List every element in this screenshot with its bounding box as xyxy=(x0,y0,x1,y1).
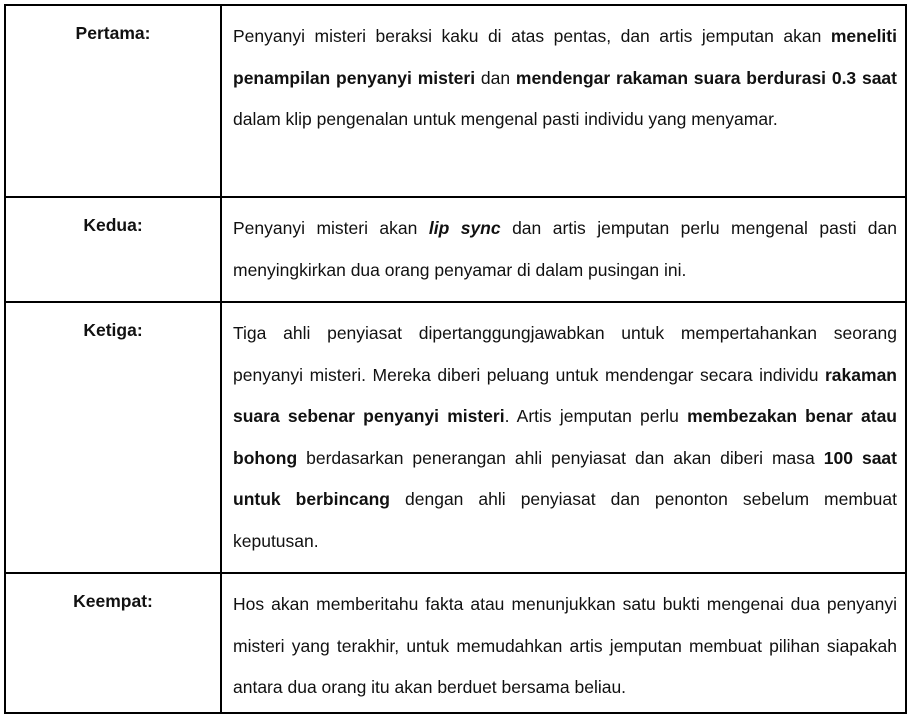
row-label: Kedua: xyxy=(6,198,222,303)
text-segment: dan artis jemputan perlu mengenal pasti dan menyingkirkan dua orang penyamar di dalam pusingan ini. xyxy=(233,218,897,280)
text-segment: dan xyxy=(475,67,516,88)
row-label: Ketiga: xyxy=(6,303,222,574)
bold-text: rakaman suara sebenar penyanyi misteri xyxy=(233,364,897,426)
row-label: Keempat: xyxy=(6,574,222,714)
row-description xyxy=(224,574,905,714)
bold-text: membezakan benar atau bohong xyxy=(233,406,897,468)
bold-text: meneliti penampilan penyanyi misteri xyxy=(233,26,897,88)
rounds-table xyxy=(4,4,907,714)
bold-text: 100 saat untuk berbincang xyxy=(233,447,897,509)
table-row-kedua xyxy=(6,196,905,303)
text-segment: Hos akan memberitahu fakta atau menunjukkan satu bukti mengenai dua penyanyi misteri yang terakhir, untuk memudahkan artis jemputan membuat pilihan siapakah antara dua orang itu akan berduet bersama beliau. xyxy=(233,594,897,697)
bold-italic-text xyxy=(429,218,501,238)
bold-text: mendengar rakaman suara berdurasi 0.3 saat xyxy=(515,67,897,88)
row-label: Pertama: xyxy=(6,6,222,196)
row-description xyxy=(224,198,905,303)
text-segment: dengan ahli penyiasat dan penonton sebelum membuat keputusan. xyxy=(233,489,898,551)
table-row-pertama xyxy=(6,6,905,196)
text-segment: . Artis jemputan perlu xyxy=(504,406,688,426)
text-segment: Penyanyi misteri akan xyxy=(233,218,429,238)
text-segment: berdasarkan penerangan ahli penyiasat dan akan diberi masa xyxy=(297,447,824,468)
text-segment: Penyanyi misteri beraksi kaku di atas pentas, dan artis jemputan akan xyxy=(233,26,831,46)
table-row-keempat xyxy=(6,572,905,714)
row-description xyxy=(224,303,905,574)
table-row-ketiga xyxy=(6,301,905,574)
row-description xyxy=(224,6,905,196)
text-segment: dalam klip pengenalan untuk mengenal pasti individu yang menyamar. xyxy=(233,109,778,129)
text-segment: Tiga ahli penyiasat dipertanggungjawabkan untuk mempertahankan seorang penyanyi misteri. Mereka diberi peluang untuk mendengar secara individu xyxy=(233,323,897,385)
emphasis-text: lip sync xyxy=(428,218,501,238)
